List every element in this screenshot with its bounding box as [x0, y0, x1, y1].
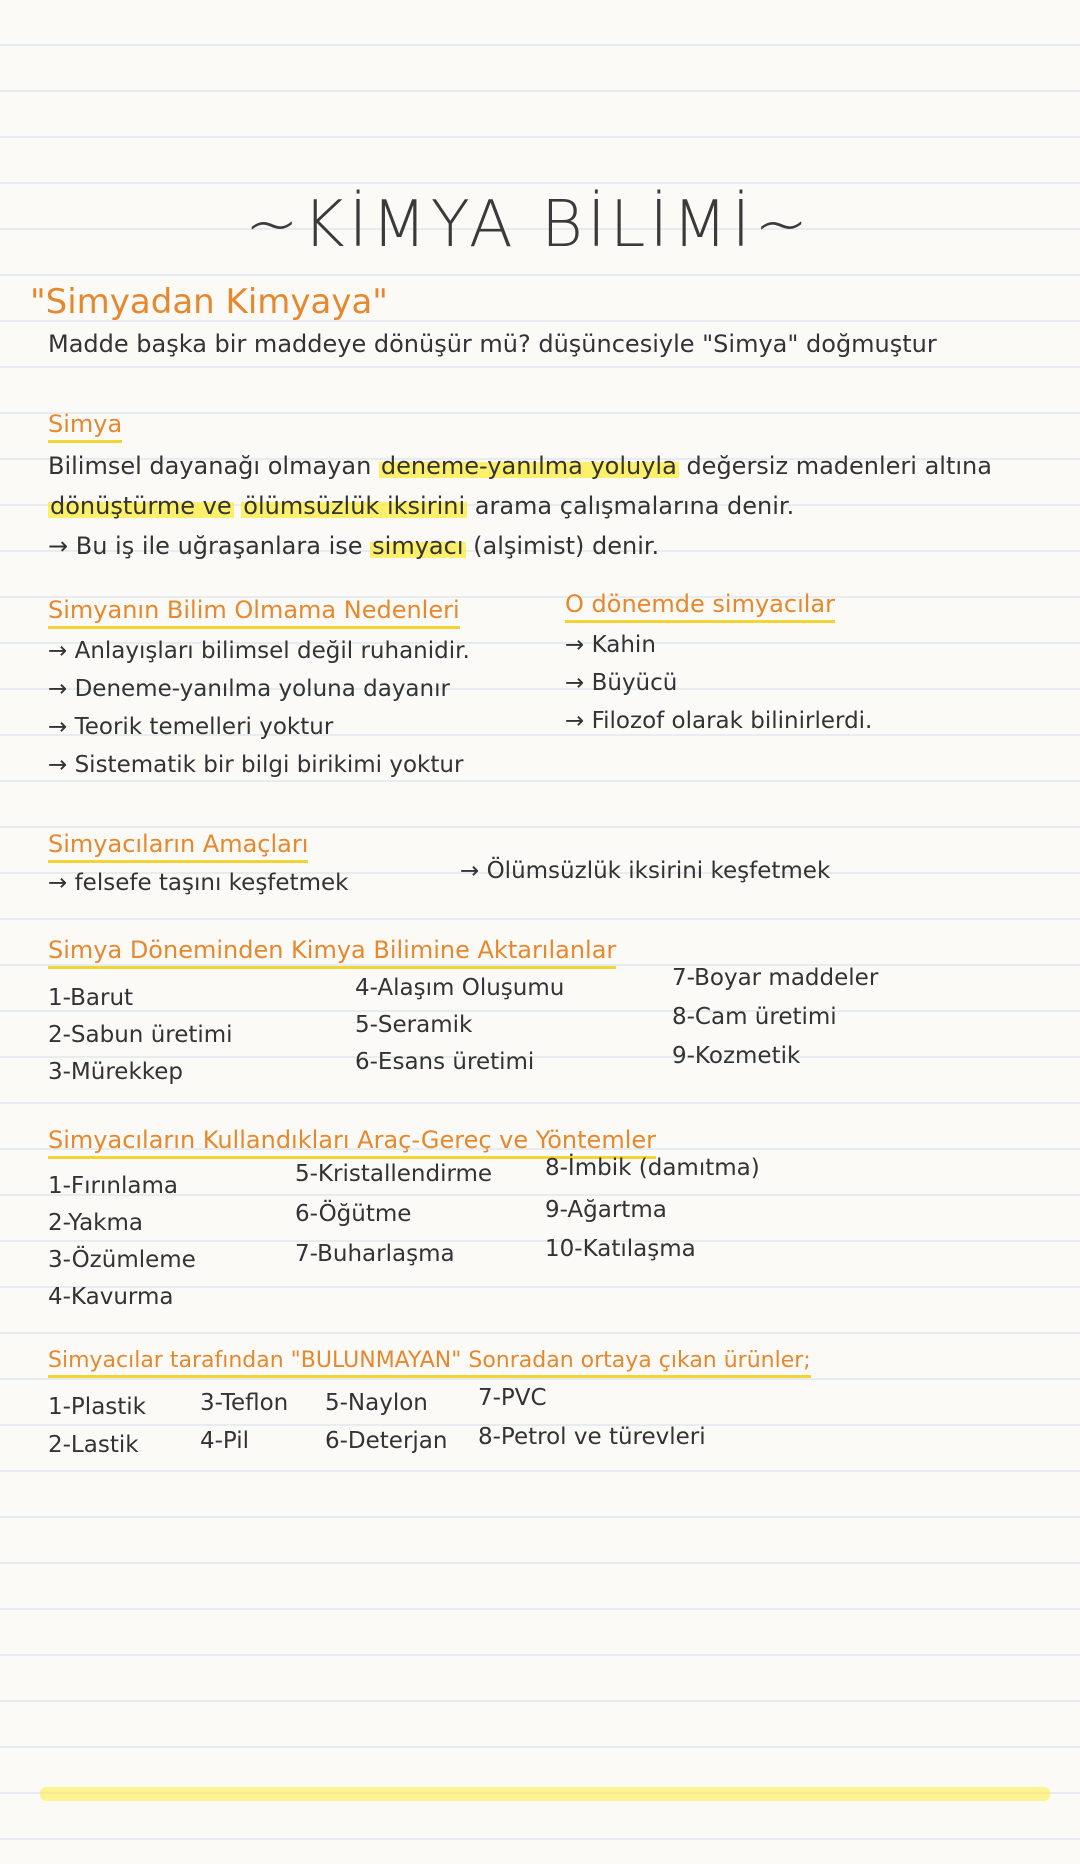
reasons-item: → Teorik temelleri yoktur — [48, 714, 334, 740]
tools-item: 9-Ağartma — [545, 1197, 667, 1223]
simya-line-3-a: → Bu iş ile uğraşanlara ise — [48, 532, 363, 560]
notfound-item: 6-Deterjan — [325, 1428, 448, 1454]
intro-text: Madde başka bir maddeye dönüşür mü? düşüncesiyle "Simya" doğmuştur — [48, 330, 937, 358]
era-heading: O dönemde simyacılar — [565, 590, 835, 623]
reasons-item: → Sistematik bir bilgi birikimi yoktur — [48, 752, 464, 778]
tools-item: 2-Yakma — [48, 1210, 143, 1236]
tools-item: 3-Özümleme — [48, 1247, 196, 1273]
simya-line-1-a: Bilimsel dayanağı olmayan — [48, 452, 372, 480]
simya-line-3 — [48, 532, 659, 560]
reasons-item: → Anlayışları bilimsel değil ruhanidir. — [48, 638, 470, 664]
notfound-item: 5-Naylon — [325, 1390, 428, 1416]
tools-item: 6-Öğütme — [295, 1201, 412, 1227]
legacy-item: 4-Alaşım Oluşumu — [355, 975, 565, 1001]
reasons-item: → Deneme-yanılma yoluna dayanır — [48, 676, 450, 702]
notfound-item: 2-Lastik — [48, 1432, 139, 1458]
tools-item: 5-Kristallendirme — [295, 1161, 493, 1187]
notfound-item: 3-Teflon — [200, 1390, 289, 1416]
legacy-item: 3-Mürekkep — [48, 1059, 184, 1085]
legacy-item: 5-Seramik — [355, 1012, 473, 1038]
notfound-item: 7-PVC — [478, 1385, 547, 1411]
aims-item-1: → felsefe taşını keşfetmek — [48, 870, 349, 896]
notfound-item: 8-Petrol ve türevleri — [478, 1424, 706, 1450]
simya-line-2 — [48, 492, 794, 520]
legacy-item: 1-Barut — [48, 985, 134, 1011]
era-item: → Kahin — [565, 632, 656, 658]
era-item: → Büyücü — [565, 670, 678, 696]
tools-item: 4-Kavurma — [48, 1284, 174, 1310]
tools-heading: Simyacıların Kullandıkları Araç-Gereç ve Yöntemler — [48, 1126, 656, 1159]
tools-item: 7-Buharlaşma — [295, 1241, 455, 1267]
simya-line-2-b: arama çalışmalarına denir. — [474, 492, 795, 520]
legacy-item: 8-Cam üretimi — [672, 1004, 837, 1030]
notfound-item: 1-Plastik — [48, 1394, 146, 1420]
tools-item: 10-Katılaşma — [545, 1236, 696, 1262]
page-title: ~KİMYA BİLİMİ~ — [245, 188, 812, 262]
simya-line-3-highlight: simyacı — [372, 532, 464, 560]
simya-heading: Simya — [48, 410, 122, 443]
legacy-item: 9-Kozmetik — [672, 1043, 801, 1069]
tools-item: 1-Fırınlama — [48, 1173, 178, 1199]
subtitle-text: "Simyadan Kimyaya" — [30, 282, 388, 322]
notfound-item: 4-Pil — [200, 1428, 250, 1454]
simya-line-1-b: değersiz madenleri altına — [686, 452, 992, 480]
bottom-highlight-stripe — [40, 1787, 1050, 1801]
tools-item: 8-İmbik (damıtma) — [545, 1155, 760, 1181]
simya-line-2-highlight-2: ölümsüzlük iksirini — [243, 492, 466, 520]
era-item: → Filozof olarak bilinirlerdi. — [565, 708, 873, 734]
subtitle — [30, 282, 388, 322]
aims-item-2: → Ölümsüzlük iksirini keşfetmek — [460, 858, 831, 884]
simya-line-3-b: (alşimist) denir. — [473, 532, 660, 560]
reasons-heading: Simyanın Bilim Olmama Nedenleri — [48, 596, 460, 629]
simya-line-1-highlight: deneme-yanılma yoluyla — [380, 452, 677, 480]
simya-line-2-highlight-1: dönüştürme ve — [50, 492, 232, 520]
notfound-heading: Simyacılar tarafından "BULUNMAYAN" Sonradan ortaya çıkan ürünler; — [48, 1348, 811, 1378]
simya-line-1 — [48, 452, 992, 480]
legacy-heading: Simya Döneminden Kimya Bilimine Aktarılanlar — [48, 936, 616, 969]
aims-heading: Simyacıların Amaçları — [48, 830, 308, 863]
legacy-item: 7-Boyar maddeler — [672, 965, 879, 991]
legacy-item: 6-Esans üretimi — [355, 1049, 535, 1075]
legacy-item: 2-Sabun üretimi — [48, 1022, 233, 1048]
